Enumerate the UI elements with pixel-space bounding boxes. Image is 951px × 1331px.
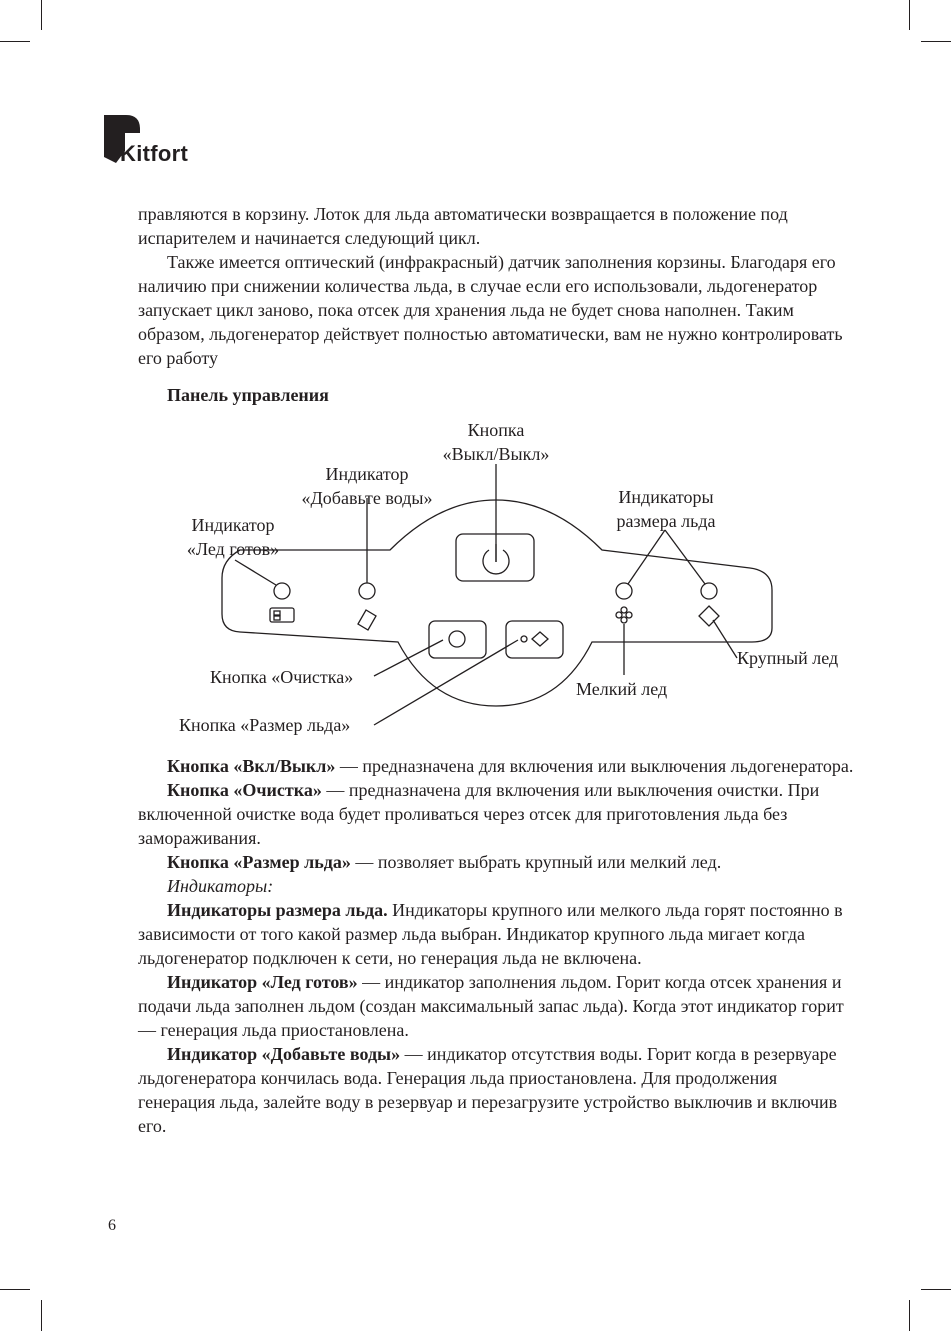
size-description: Кнопка «Размер льда» — позволяет выбрать крупный или мелкий лед. — [167, 852, 722, 872]
intro-paragraph-2: Также имеется оптический (инфракрасный) датчик заполнения корзины. Благодаря его наличию при снижении количества льда, в случае если его использовали, льдогенератор запускает цикл заново, пока отсек для хранения льда не будет снова наполнен. Таким образом, льдогенератор действует полностью автоматически, вам не нужно контролировать его работу — [138, 252, 843, 368]
crop-mark — [0, 41, 30, 42]
label-large-ice: Крупный лед — [737, 648, 839, 668]
water-icon — [358, 610, 376, 630]
small-ice-icon — [621, 607, 627, 613]
clean-description: Кнопка «Очистка» — предназначена для включения или выключения очистки. При включенной очистке вода будет проливаться через отсек для приготовления льда без замораживания. — [138, 780, 820, 848]
crop-mark — [921, 41, 951, 42]
size-indicators-description: Индикаторы размера льда. Индикаторы крупного или мелкого льда горят постоянно в зависимости от того какой размер льда выбран. Индикатор крупного льда мигает когда льдогенератор подключен к сети, но генерация льда не включена. — [138, 900, 843, 968]
crop-mark — [41, 0, 42, 30]
add-water-description: Индикатор «Добавьте воды» — индикатор отсутствия воды. Горит когда в резервуаре льдогенератора кончилась вода. Генерация льда приостановлена. Для продолжения генерация льда, залейте воду в резервуар и перезагрузите устройство выключив и включив его. — [138, 1044, 838, 1136]
intro-paragraph-1: правляются в корзину. Лоток для льда автоматически возвращается в положение под испарителем и начинается следующий цикл. — [138, 204, 788, 248]
control-panel-diagram — [140, 410, 860, 750]
crop-mark — [41, 1300, 42, 1331]
label-add-water: Индикатор «Добавьте воды» — [301, 464, 433, 508]
label-small-ice: Мелкий лед — [576, 679, 668, 699]
large-ice-icon — [699, 606, 719, 626]
small-ice-led — [616, 583, 632, 599]
page-number: 6 — [108, 1217, 116, 1234]
crop-mark — [909, 0, 910, 30]
large-ice-led — [701, 583, 717, 599]
label-size-button: Кнопка «Размер льда» — [179, 715, 351, 735]
size-icon — [532, 632, 548, 646]
cleaning-icon — [449, 631, 465, 647]
ice-ready-led — [274, 583, 290, 599]
crop-mark — [921, 1289, 951, 1290]
intro-text — [138, 202, 856, 370]
label-cleaning-button: Кнопка «Очистка» — [210, 667, 354, 687]
crop-mark — [0, 1289, 30, 1290]
brand-name: Kitfort — [120, 141, 189, 166]
section-title: Панель управления — [167, 385, 329, 405]
label-ice-ready: Индикатор «Лед готов» — [186, 515, 280, 559]
description-text — [138, 754, 856, 1138]
label-size-indicators: Индикаторы размера льда — [616, 487, 716, 531]
ice-ready-description: Индикатор «Лед готов» — индикатор заполнения льдом. Горит когда отсек хранения и подачи льда заполнен льдом (создан максимальный запас льда). Когда этот индикатор горит — генерация льда приостановлена. — [138, 972, 844, 1040]
indicators-heading: Индикаторы: — [167, 876, 274, 896]
cleaning-button-shape — [429, 621, 486, 658]
power-description: Кнопка «Вкл/Выкл» — предназначена для включения или выключения льдогенератора. — [167, 756, 854, 776]
label-power-button: Кнопка «Выкл/Выкл» — [442, 420, 550, 464]
add-water-led — [359, 583, 375, 599]
crop-mark — [909, 1300, 910, 1331]
size-button-shape — [506, 621, 563, 658]
